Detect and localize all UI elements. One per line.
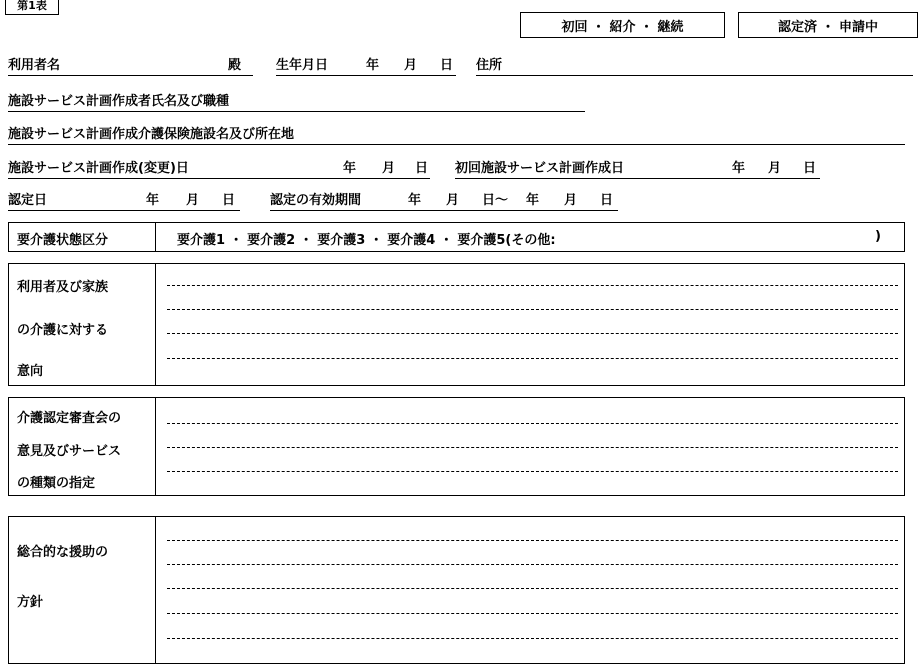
user-family-intent-section	[8, 263, 905, 386]
review-label-line1: 介護認定審査会の	[17, 411, 122, 426]
intent-entry-line[interactable]	[167, 358, 898, 359]
review-entry-line[interactable]	[167, 423, 898, 424]
cert-day-label: 日	[222, 193, 236, 208]
review-entry-line[interactable]	[167, 471, 898, 472]
validity-start-day-label: 日〜	[482, 193, 509, 208]
validity-label: 認定の有効期間	[270, 193, 362, 208]
plan-created-label: 施設サービス計画作成(変更)日	[8, 161, 189, 176]
planner-row	[8, 92, 913, 112]
validity-start-year-label: 年	[408, 193, 422, 208]
user-info-row	[8, 56, 913, 76]
policy-entry-line[interactable]	[167, 638, 898, 639]
care-level-label-cell	[9, 223, 156, 251]
birth-month-label: 月	[404, 58, 418, 73]
validity-end-day-label: 日	[600, 193, 614, 208]
facility-field[interactable]	[8, 144, 905, 145]
review-opinion-section	[8, 397, 905, 496]
review-entry-line[interactable]	[167, 447, 898, 448]
plan-status-box[interactable]	[520, 12, 725, 38]
plan-month-label: 月	[382, 161, 396, 176]
cert-date-label: 認定日	[8, 193, 48, 208]
cert-date-field[interactable]	[8, 210, 240, 211]
certification-status-box[interactable]	[738, 12, 918, 38]
cert-year-label: 年	[146, 193, 160, 208]
validity-start-month-label: 月	[446, 193, 460, 208]
policy-label-line2: 方針	[17, 595, 44, 610]
plan-date-row	[8, 159, 913, 179]
intent-entry-line[interactable]	[167, 285, 898, 286]
plan-status-options: 初回 ・ 紹介 ・ 継続	[561, 19, 684, 35]
birth-day-label: 日	[440, 58, 454, 73]
policy-entry-line[interactable]	[167, 613, 898, 614]
overall-policy-label	[9, 517, 156, 663]
plan-created-field[interactable]	[8, 178, 430, 179]
planner-field[interactable]	[8, 111, 585, 112]
plan-day-label: 日	[415, 161, 429, 176]
certification-row	[8, 191, 913, 211]
planner-label: 施設サービス計画作成者氏名及び職種	[8, 94, 230, 109]
care-level-row	[8, 222, 905, 252]
first-plan-year-label: 年	[732, 161, 746, 176]
first-plan-field[interactable]	[455, 178, 820, 179]
validity-field[interactable]	[270, 210, 618, 211]
address-label: 住所	[476, 58, 503, 73]
intent-entry-line[interactable]	[167, 309, 898, 310]
plan-year-label: 年	[343, 161, 357, 176]
care-level-options[interactable]: 要介護1 ・ 要介護2 ・ 要介護3 ・ 要介護4 ・ 要介護5(その他:	[177, 233, 556, 248]
review-label-line2: 意見及びサービス	[17, 444, 122, 459]
cert-month-label: 月	[186, 193, 200, 208]
intent-label-line3: 意向	[17, 364, 44, 379]
birthdate-field[interactable]	[276, 75, 456, 76]
policy-entry-line[interactable]	[167, 564, 898, 565]
user-name-label: 利用者名	[8, 58, 61, 73]
care-level-label: 要介護状態区分	[17, 233, 109, 248]
first-plan-day-label: 日	[803, 161, 817, 176]
policy-entry-line[interactable]	[167, 588, 898, 589]
review-label-line3: の種類の指定	[17, 476, 96, 491]
validity-end-month-label: 月	[564, 193, 578, 208]
birthdate-label: 生年月日	[276, 58, 329, 73]
address-field[interactable]	[476, 75, 913, 76]
overall-policy-section	[8, 516, 905, 664]
first-plan-label: 初回施設サービス計画作成日	[455, 161, 625, 176]
intent-label-line2: の介護に対する	[17, 323, 109, 338]
policy-label-line1: 総合的な援助の	[17, 545, 109, 560]
facility-label: 施設サービス計画作成介護保険施設名及び所在地	[8, 127, 295, 142]
facility-row	[8, 125, 913, 145]
table-number-tag: 第1表	[5, 0, 59, 15]
validity-end-year-label: 年	[526, 193, 540, 208]
first-plan-month-label: 月	[768, 161, 782, 176]
honorific-label: 殿	[228, 58, 242, 73]
user-name-field[interactable]	[8, 75, 253, 76]
review-opinion-label	[9, 398, 156, 495]
intent-entry-line[interactable]	[167, 333, 898, 334]
care-level-close-paren: )	[875, 229, 881, 244]
birth-year-label: 年	[366, 58, 380, 73]
intent-label-line1: 利用者及び家族	[17, 280, 109, 295]
certification-status-options: 認定済 ・ 申請中	[777, 19, 879, 35]
user-family-intent-label	[9, 264, 156, 385]
policy-entry-line[interactable]	[167, 540, 898, 541]
